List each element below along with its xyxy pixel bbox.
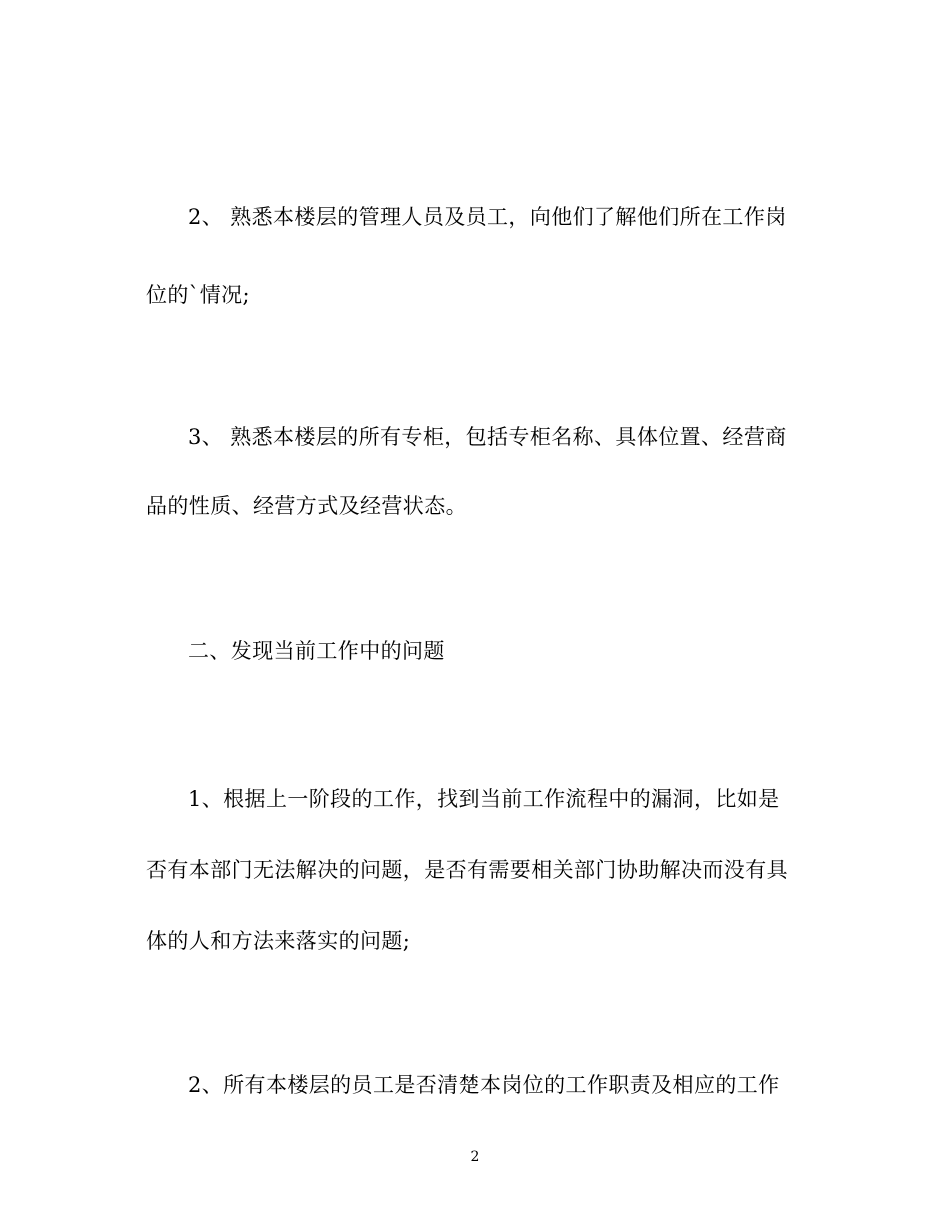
paragraph-5-line-1: 2、所有本楼层的员工是否清楚本岗位的工作职责及相应的工作 — [188, 1073, 780, 1097]
section-heading: 二、发现当前工作中的问题 — [188, 639, 445, 663]
paragraph-1-line-1: 2、 熟悉本楼层的管理人员及员工，向他们了解他们所在工作岗 — [188, 205, 787, 229]
paragraph-1-line-2: 位的`情况; — [146, 283, 250, 307]
paragraph-4-line-1: 1、根据上一阶段的工作，找到当前工作流程中的漏洞，比如是 — [188, 787, 780, 811]
paragraph-2-line-1: 3、 熟悉本楼层的所有专柜，包括专柜名称、具体位置、经营商 — [188, 425, 787, 449]
paragraph-2-line-2: 品的性质、经营方式及经营状态。 — [146, 494, 467, 518]
paragraph-4-line-3: 体的人和方法来落实的问题; — [146, 929, 411, 953]
page-number: 2 — [470, 1149, 480, 1165]
paragraph-4-line-2: 否有本部门无法解决的问题，是否有需要相关部门协助解决而没有具 — [146, 858, 788, 882]
